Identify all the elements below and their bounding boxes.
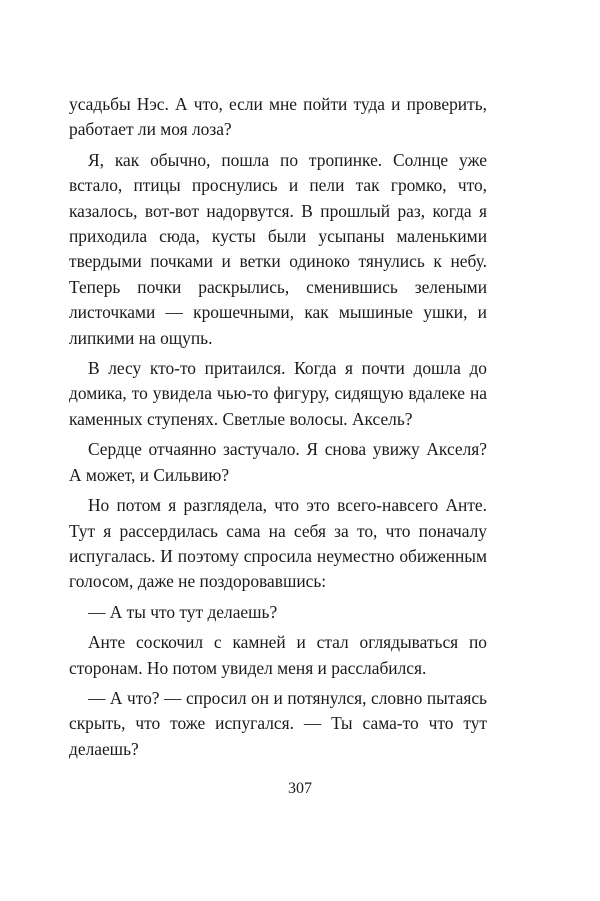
paragraph-5: Но потом я разглядела, что это всего-навсего Анте. Тут я рассердилась сама на себя за то, что поначалу испугалась. И поэтому спросила неуместно обиженным голосом, даже не поздоровавшись:	[69, 495, 487, 592]
paragraph-4: Сердце отчаянно застучало. Я снова увижу Акселя? А может, и Сильвию?	[69, 439, 487, 485]
paragraph-3: В лесу кто-то притаился. Когда я почти дошла до домика, то увидела чью-то фигуру, сидящую вдалеке на каменных ступенях. Светлые волосы. Аксель?	[69, 358, 487, 429]
paragraph-2: Я, как обычно, пошла по тропинке. Солнце уже встало, птицы проснулись и пели так громко, что, казалось, вот-вот надорвутся. В прошлый раз, когда я приходила сюда, кусты были усыпаны маленькими твердыми почками и ветки одиноко тянулись к небу. Теперь почки раскрылись, сменившись зелеными листочками — крошечными, как мышиные ушки, и липкими на ощупь.	[69, 149, 487, 348]
paragraph-1: усадьбы Нэс. А что, если мне пойти туда и проверить, работает ли моя лоза?	[69, 94, 487, 140]
paragraph-7: Анте соскочил с камней и стал оглядываться по сторонам. Но потом увидел меня и расслабился.	[69, 632, 487, 678]
paragraph-6: — А ты что тут делаешь?	[88, 601, 278, 622]
page-number: 307	[288, 780, 312, 797]
body-text	[69, 92, 487, 762]
paragraph-8: — А что? — спросил он и потянулся, словно пытаясь скрыть, что тоже испугался. — Ты сама-то что тут делаешь?	[69, 687, 487, 759]
